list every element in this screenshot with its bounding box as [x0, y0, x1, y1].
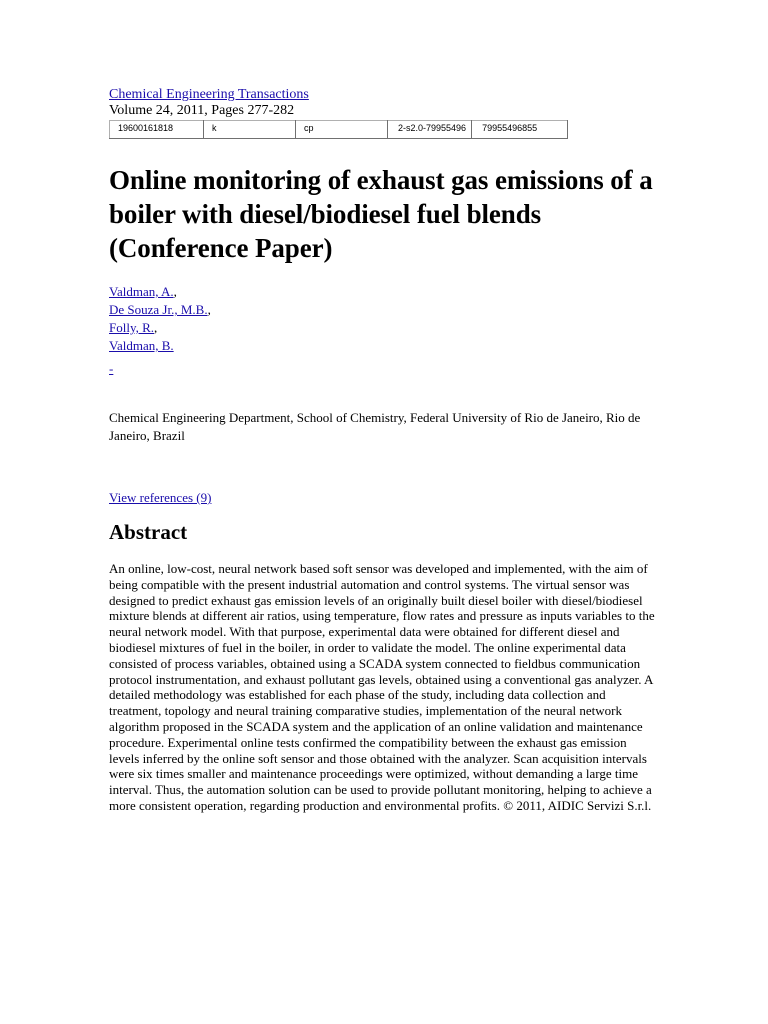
affiliation: Chemical Engineering Department, School of Chemistry, Federal University of Rio de Janeiro, Rio de Janeiro, Brazil [109, 410, 641, 443]
author-link[interactable]: Valdman, A. [109, 284, 174, 299]
author-extra-link[interactable]: - [109, 361, 114, 376]
id-cell-k: k [204, 121, 296, 139]
id-cell-number: 79955496855 [472, 121, 568, 139]
author-item: Folly, R., [109, 320, 158, 335]
article-title: Online monitoring of exhaust gas emissions of a boiler with diesel/biodiesel fuel blends (Conference Paper) [109, 165, 653, 263]
abstract-text: An online, low-cost, neural network based soft sensor was developed and implemented, with the aim of being compatible with the present industrial automation and control systems. The virtual sensor was designed to predict exhaust gas emission levels of an originally built diesel boiler with diesel/biodiesel mixture blends at different air ratios, using temperature, flow rates and pressure as inputs variables to the neural network model. With that purpose, experimental data were obtained for different diesel and biodiesel mixtures of fuel in the boiler, in order to validate the model. The online experimental data consisted of process variables, obtained using a SCADA system connected to fieldbus communication protocol instrumentation, and exhaust pollutant gas levels, obtained using a conventional gas analyzer. A detailed methodology was established for each phase of the study, including data collection and treatment, topology and neural training comparative studies, implementation of the neural network algorithm proposed in the SCADA system and the application of an online validation and maintenance procedure. Experimental online tests confirmed the compatibility between the exhaust gas emission levels inferred by the online soft sensor and those obtained with the analyzer. Scan acquisition intervals were six times smaller and maintenance proceedings were optimized, without demanding a large time interval. Thus, the automation solution can be used to provide pollutant monitoring, helping to achieve a more consistent operation, regarding production and environmental profits. © 2011, AIDIC Servizi S.r.l. [109, 561, 655, 813]
journal-link[interactable]: Chemical Engineering Transactions [109, 87, 309, 102]
author-link[interactable]: Valdman, B. [109, 338, 174, 353]
author-link[interactable]: De Souza Jr., M.B. [109, 302, 208, 317]
article-page [109, 86, 669, 814]
author-link[interactable]: Folly, R. [109, 320, 155, 335]
view-references-link[interactable]: View references (9) [109, 490, 212, 505]
author-list [109, 283, 669, 379]
author-item: Valdman, A., [109, 284, 177, 299]
id-cell-type: cp [296, 121, 388, 139]
abstract-heading: Abstract [109, 520, 188, 544]
volume-pages: Volume 24, 2011, Pages 277-282 [109, 103, 295, 118]
author-item [109, 337, 669, 355]
id-cell-source: 19600161818 [110, 121, 204, 139]
author-extra [109, 355, 669, 379]
author-item: De Souza Jr., M.B., [109, 302, 211, 317]
identifier-table [109, 120, 568, 139]
id-cell-eid: 2-s2.0-79955496 [388, 121, 472, 139]
